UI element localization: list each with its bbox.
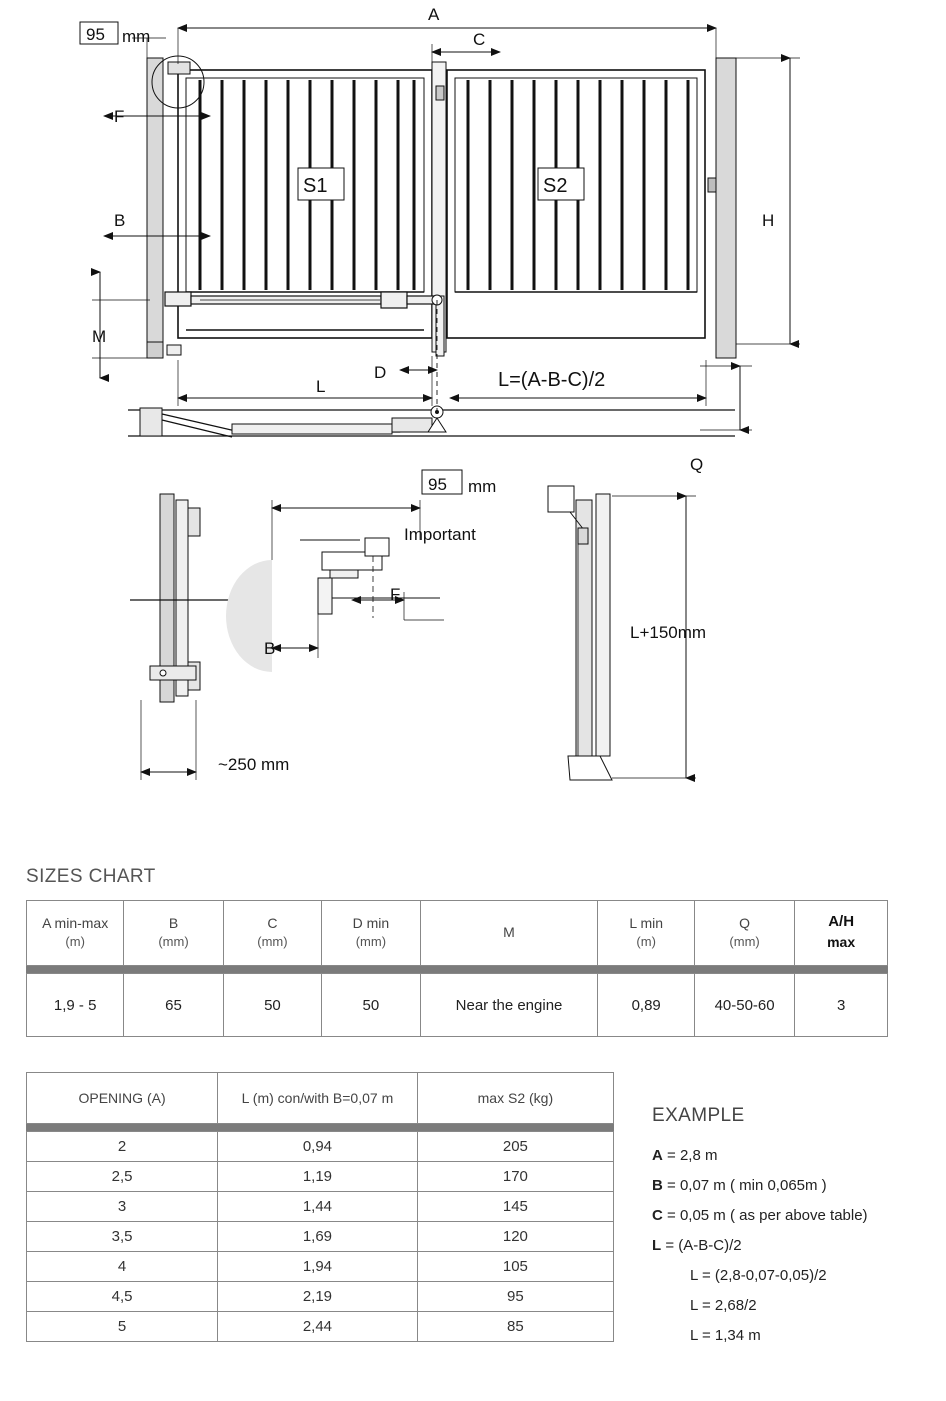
- table-row: [27, 1192, 614, 1222]
- table-row: [27, 1282, 614, 1312]
- cell-l: 1,94: [218, 1252, 418, 1282]
- label-s2: S2: [543, 175, 568, 197]
- cell-opening: 4: [27, 1252, 218, 1282]
- opening-table: [26, 1072, 614, 1342]
- header-b: B (mm): [124, 901, 223, 966]
- cell-max-s2: 85: [417, 1312, 613, 1342]
- cell-max-s2: 105: [417, 1252, 613, 1282]
- header-max-s2: max S2 (kg): [417, 1073, 613, 1124]
- label-h: H: [762, 211, 775, 230]
- sizes-chart-title: SIZES CHART: [26, 866, 156, 887]
- example-line: L = 1,34 m: [690, 1327, 761, 1344]
- header-m: M: [420, 901, 598, 966]
- example-line: A = 2,8 m: [652, 1147, 718, 1164]
- example-line: L = (A-B-C)/2: [652, 1237, 742, 1254]
- cell-b: 65: [124, 974, 223, 1037]
- label-c: C: [473, 30, 486, 49]
- label-l150: L+150mm: [630, 623, 707, 642]
- label-95-top: 95: [86, 25, 105, 44]
- cell-opening: 2,5: [27, 1162, 218, 1192]
- label-q: Q: [690, 455, 704, 474]
- header-c: C (mm): [223, 901, 321, 966]
- table-row: [27, 1222, 614, 1252]
- label-l: L: [316, 377, 326, 396]
- label-m: M: [92, 327, 107, 346]
- header-d-min: D min (mm): [322, 901, 420, 966]
- label-d: D: [374, 363, 387, 382]
- cell-max-s2: 95: [417, 1282, 613, 1312]
- sizes-chart-table: [26, 900, 888, 1037]
- cell-c: 50: [223, 974, 321, 1037]
- label-formula: L=(A-B-C)/2: [498, 369, 606, 391]
- cell-l: 0,94: [218, 1132, 418, 1162]
- label-b-lower: B: [264, 639, 276, 658]
- header-l-min: L min (m): [598, 901, 695, 966]
- header-l-with-b: L (m) con/with B=0,07 m: [218, 1073, 418, 1124]
- table-row: [27, 1132, 614, 1162]
- cell-a-minmax: 1,9 - 5: [27, 974, 124, 1037]
- cell-l: 1,44: [218, 1192, 418, 1222]
- example-line: B = 0,07 m ( min 0,065m ): [652, 1177, 827, 1194]
- cell-l: 2,19: [218, 1282, 418, 1312]
- header-q: Q (mm): [694, 901, 794, 966]
- label-f: F: [114, 107, 125, 126]
- table-row: [27, 974, 888, 1037]
- label-95-mid: 95: [428, 475, 447, 494]
- cell-a-h-max: 3: [795, 974, 888, 1037]
- cell-l: 2,44: [218, 1312, 418, 1342]
- cell-opening: 3,5: [27, 1222, 218, 1252]
- cell-opening: 5: [27, 1312, 218, 1342]
- cell-l: 1,19: [218, 1162, 418, 1192]
- header-opening: OPENING (A): [27, 1073, 218, 1124]
- cell-l-min: 0,89: [598, 974, 695, 1037]
- cell-opening: 3: [27, 1192, 218, 1222]
- label-approx250: ~250 mm: [218, 755, 290, 774]
- cell-max-s2: 145: [417, 1192, 613, 1222]
- cell-max-s2: 205: [417, 1132, 613, 1162]
- label-b: B: [114, 211, 126, 230]
- table-header-row: [27, 1073, 614, 1124]
- example-line: L = 2,68/2: [690, 1297, 757, 1314]
- cell-d-min: 50: [322, 974, 420, 1037]
- example-block: [652, 1105, 932, 1357]
- table-separator: [27, 1124, 614, 1132]
- cell-l: 1,69: [218, 1222, 418, 1252]
- label-s1: S1: [303, 175, 328, 197]
- example-line: L = (2,8-0,07-0,05)/2: [690, 1267, 827, 1284]
- table-header-row: [27, 901, 888, 966]
- cell-q: 40-50-60: [694, 974, 794, 1037]
- cell-max-s2: 170: [417, 1162, 613, 1192]
- label-f-lower: F: [390, 585, 401, 604]
- cell-opening: 4,5: [27, 1282, 218, 1312]
- header-a-h-max: A/H max: [795, 901, 888, 966]
- label-important: Important: [404, 525, 476, 544]
- header-a-minmax: A min-max (m): [27, 901, 124, 966]
- table-row: [27, 1252, 614, 1282]
- table-row: [27, 1162, 614, 1192]
- cell-max-s2: 120: [417, 1222, 613, 1252]
- label-mm-top: mm: [122, 27, 151, 46]
- example-line: C = 0,05 m ( as per above table): [652, 1207, 868, 1224]
- label-a: A: [428, 5, 440, 24]
- cell-m: Near the engine: [420, 974, 598, 1037]
- cell-opening: 2: [27, 1132, 218, 1162]
- example-title: EXAMPLE: [652, 1105, 745, 1126]
- table-separator: [27, 966, 888, 974]
- table-row: [27, 1312, 614, 1342]
- label-mm-mid: mm: [468, 477, 497, 496]
